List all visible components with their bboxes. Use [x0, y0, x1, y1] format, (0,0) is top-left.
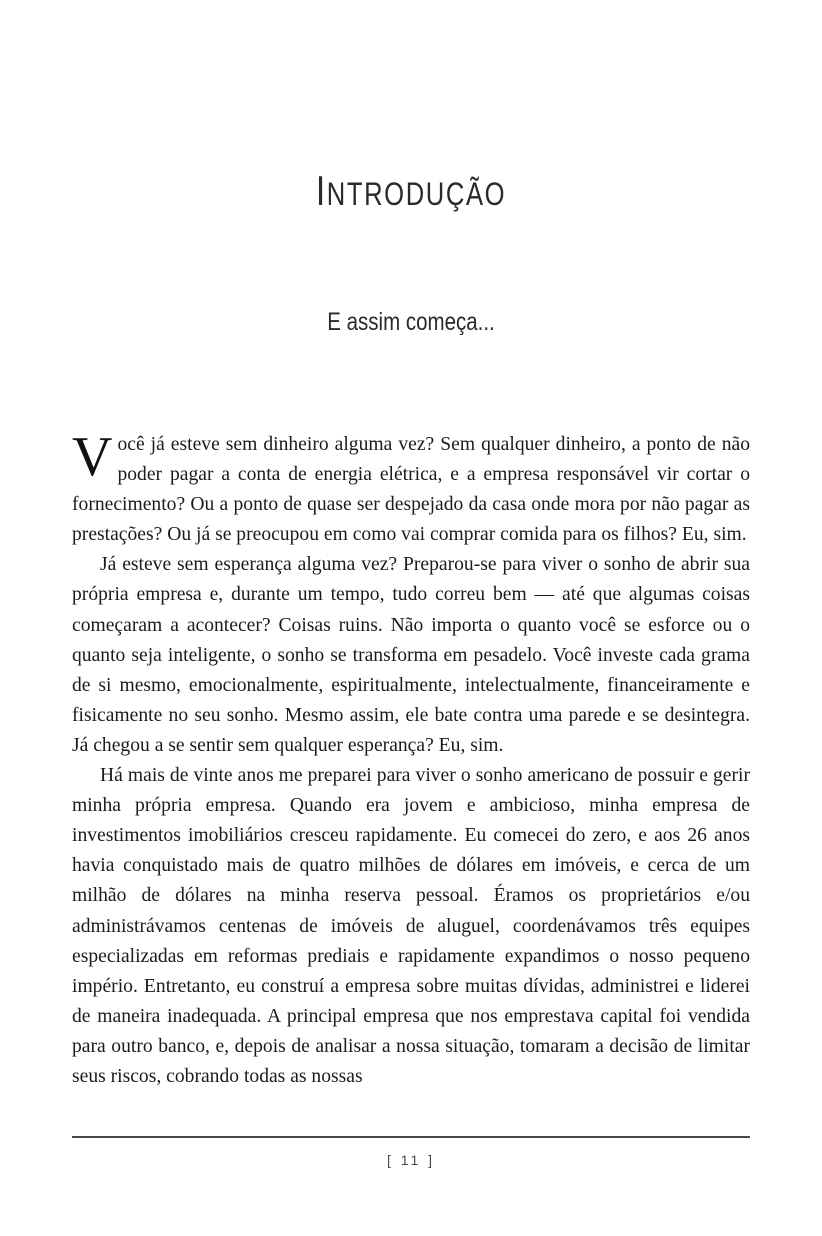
chapter-title: [140, 166, 682, 214]
paragraph-1: [72, 426, 750, 550]
footer-divider: [72, 1136, 750, 1138]
drop-cap: V: [72, 426, 113, 488]
chapter-title-initial: I: [315, 166, 327, 214]
page-number: [ 11 ]: [386, 1152, 436, 1168]
paragraph-1-text: ocê já esteve sem dinheiro alguma vez? Sem qualquer dinheiro, a ponto de não poder pagar a conta de energia elétrica, e a empresa responsável vir cortar o fornecimento? Ou a ponto de quase ser despejado da casa onde mora por não pagar as prestações? Ou já se preocupou em como vai comprar comida para os filhos? Eu, sim.: [72, 434, 750, 546]
paragraph-3: Há mais de vinte anos me preparei para viver o sonho americano de possuir e gerir minha própria empresa. Quando era jovem e ambicioso, minha empresa de investimentos imobiliários cresceu rapidamente. Eu comecei do zero, e aos 26 anos havia conquistado mais de quatro milhões de dólares em imóveis, e cerca de um milhão de dólares na minha reserva pessoal. Éramos os proprietários e/ou administrávamos centenas de imóveis de aluguel, coordenávamos três equipes especializadas em reformas prediais e rapidamente expandimos o nosso pequeno império. Entretanto, eu construí a empresa sobre muitas dívidas, administrei e liderei de maneira inadequada. A principal empresa que nos emprestava capital foi vendida para outro banco, e, depois de analisar a nossa situação, tomaram a decisão de limitar seus riscos, cobrando todas as nossas: [72, 765, 750, 1087]
chapter-title-rest: NTRODUÇÃO: [326, 175, 507, 212]
paragraph-2: Já esteve sem esperança alguma vez? Preparou-se para viver o sonho de abrir sua própria empresa e, durante um tempo, tudo correu bem — até que algumas coisas começaram a acontecer? Coisas ruins. Não importa o quanto você se esforce ou o quanto seja inteligente, o sonho se transforma em pesadelo. Você investe cada grama de si mesmo, emocionalmente, espiritualmente, intelectualmente, financeiramente e fisicamente no seu sonho. Mesmo assim, ele bate contra uma parede e se desintegra. Já chegou a se sentir sem qualquer esperança? Eu, sim.: [72, 554, 750, 756]
chapter-subtitle: E assim começa...: [327, 308, 495, 336]
body-text: [72, 426, 750, 1092]
